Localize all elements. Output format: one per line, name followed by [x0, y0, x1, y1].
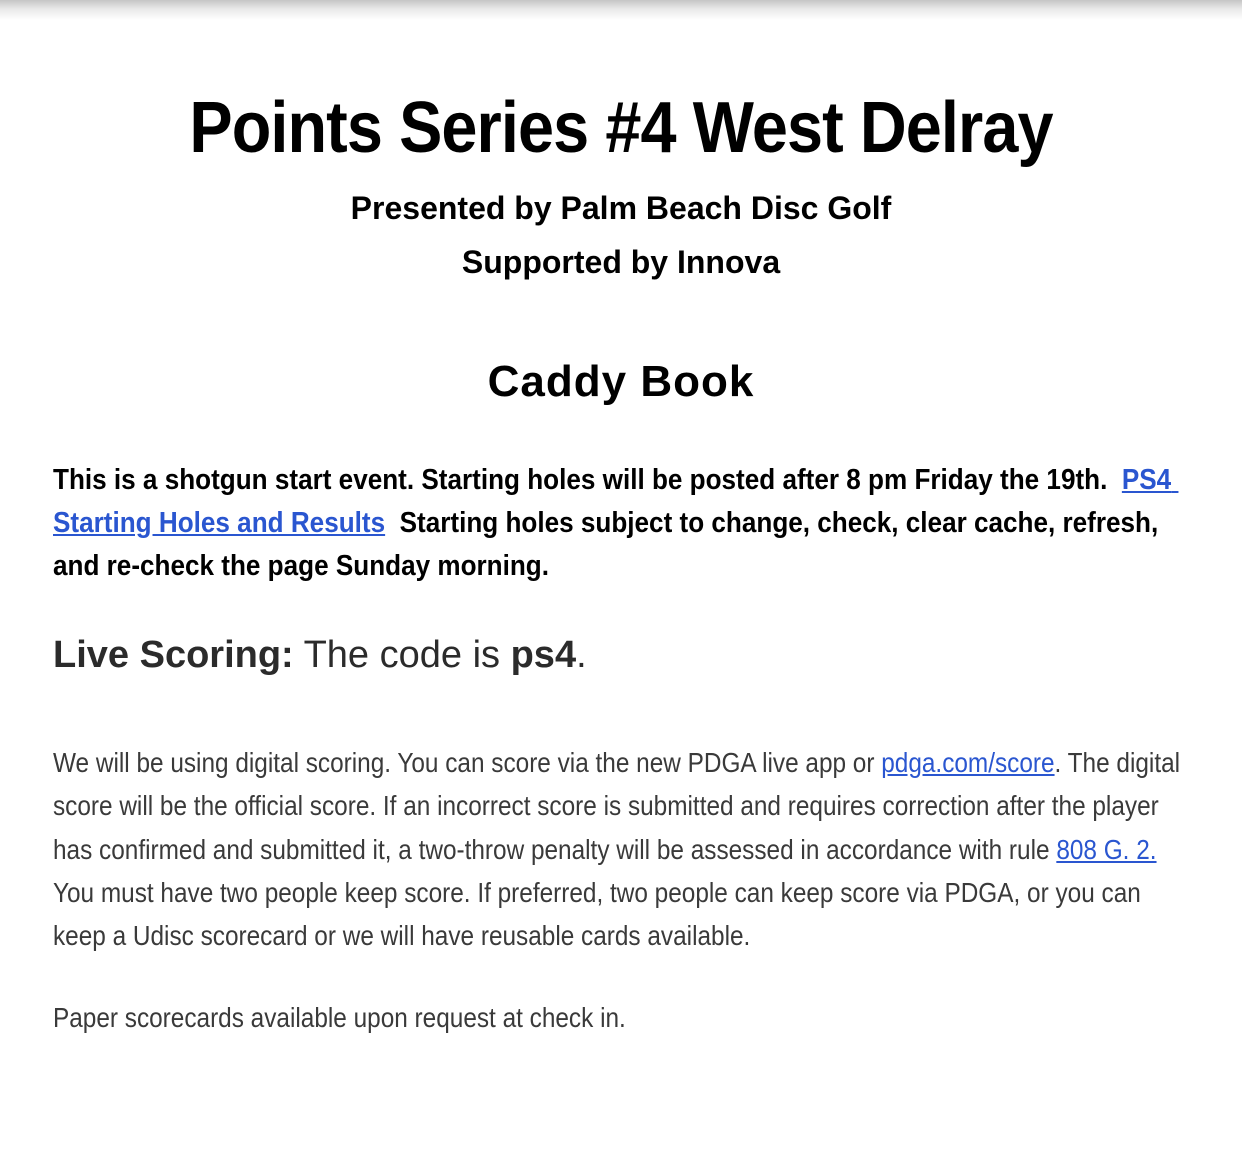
- ps4-starting-holes-link[interactable]: PS4 Starting Holes and Results: [53, 464, 1179, 539]
- paper-scorecards-note: Paper scorecards available upon request at check in.: [53, 1002, 626, 1034]
- scoring-run-1: We will be using digital scoring. You can score via the new PDGA live app or: [53, 747, 882, 778]
- page-top-shadow: [0, 0, 1242, 20]
- live-scoring-heading: [53, 632, 1196, 678]
- live-scoring-label: Live Scoring:: [53, 634, 294, 676]
- intro-text-before-link: This is a shotgun start event. Starting holes will be posted after 8 pm Friday the 19th.: [53, 464, 1122, 496]
- document-title: Points Series #4 West Delray: [189, 88, 1053, 168]
- digital-scoring-paragraph: [53, 741, 1196, 957]
- scoring-run-2: . The digital score will be the official score. If an incorrect score is submitted and requires correction after the player has confirmed and submitted it, a two-throw penalty will be assessed in accordance with rule: [53, 747, 1187, 865]
- subtitle-supported-by: Supported by Innova: [461, 244, 781, 280]
- scoring-run-3: You must have two people keep score. If preferred, two people can keep score via PDGA, or you can keep a Udisc scorecard or we will have reusable cards available.: [53, 833, 1163, 952]
- shotgun-start-paragraph: [53, 459, 1196, 588]
- section-heading-caddy-book: Caddy Book: [487, 357, 755, 406]
- subtitle-presented-by: Presented by Palm Beach Disc Golf: [350, 190, 892, 226]
- intro-text-after-link: Starting holes subject to change, check, clear cache, refresh, and re-check the page Sunday morning.: [53, 507, 1166, 582]
- live-scoring-text: The code is: [293, 634, 511, 676]
- live-scoring-period: .: [576, 634, 587, 676]
- live-scoring-code: ps4: [510, 634, 577, 676]
- pdga-score-link[interactable]: pdga.com/score: [881, 747, 1055, 778]
- rule-808-link[interactable]: 808 G. 2.: [1056, 833, 1157, 865]
